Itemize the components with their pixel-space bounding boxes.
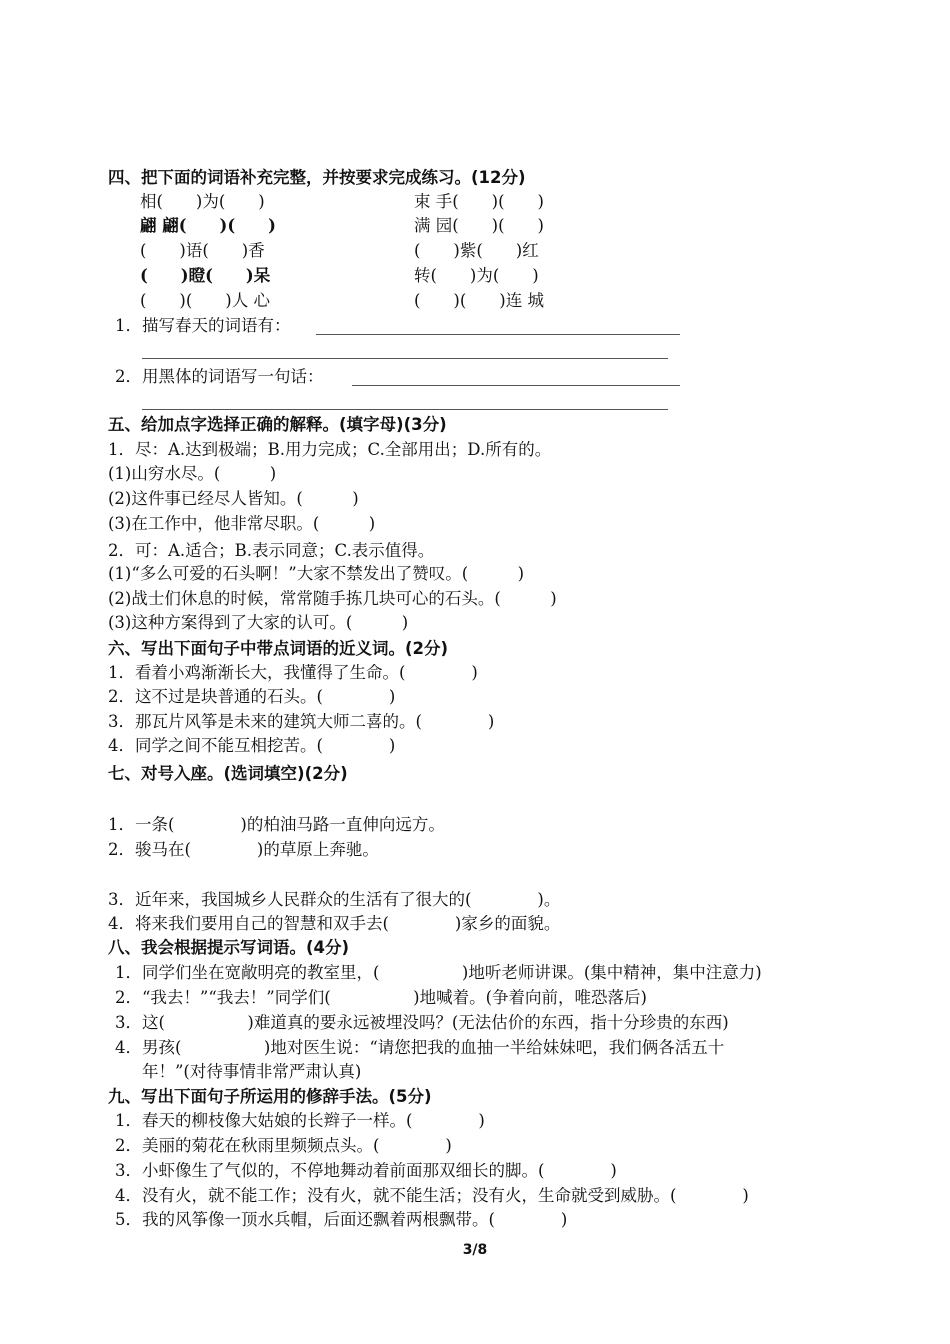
answer-line xyxy=(316,334,680,335)
section-9-heading: 九、写出下面句子所运用的修辞手法。(5分) xyxy=(108,1087,432,1106)
s5-line: (3)在工作中，他非常尽职。( ) xyxy=(108,514,376,533)
s7-line: 2．骏马在( )的草原上奔驰。 xyxy=(108,840,379,859)
page-number: 3/8 xyxy=(462,1242,488,1258)
section-4-heading: 四、把下面的词语补充完整，并按要求完成练习。(12分) xyxy=(108,168,526,187)
s8-line: 1．同学们坐在宽敞明亮的教室里，( )地听老师讲课。(集中精神，集中注意力) xyxy=(115,963,762,982)
s7-line: 4．将来我们要用自己的智慧和双手去( )家乡的面貌。 xyxy=(108,914,561,933)
answer-line xyxy=(352,385,680,386)
s5-line: (3)这种方案得到了大家的认可。( ) xyxy=(108,613,409,632)
s5-line: (2)战士们休息的时候，常常随手拣几块可心的石头。( ) xyxy=(108,589,557,608)
section-6-heading: 六、写出下面句子中带点词语的近义词。(2分) xyxy=(108,639,449,658)
s7-line: 3．近年来，我国城乡人民群众的生活有了很大的( )。 xyxy=(108,890,561,909)
s4-question-1: 1．描写春天的词语有： xyxy=(115,316,291,335)
s4-row5-left: ( )( )人 心 xyxy=(140,291,270,310)
s5-line: (1)“多么可爱的石头啊！”大家不禁发出了赞叹。( ) xyxy=(108,564,525,583)
s4-row4-left: ( )瞪( )呆 xyxy=(140,266,271,285)
s6-line: 1．看着小鸡渐渐长大，我懂得了生命。( ) xyxy=(108,663,478,682)
s5-line: (1)山穷水尽。( ) xyxy=(108,464,277,483)
s9-line: 3．小虾像生了气似的，不停地舞动着前面那双细长的脚。( ) xyxy=(115,1161,617,1180)
s4-row2-right: 满 园( )( ) xyxy=(414,216,544,235)
s4-row1-left: 相( )为( ) xyxy=(140,192,265,211)
s4-row4-right: 转( )为( ) xyxy=(414,266,539,285)
s4-row5-right: ( )( )连 城 xyxy=(414,291,544,310)
answer-line xyxy=(142,409,668,410)
s6-line: 2．这不过是块普通的石头。( ) xyxy=(108,687,396,706)
s4-row1-right: 束 手( )( ) xyxy=(414,192,544,211)
s9-line: 5．我的风筝像一顶水兵帽，后面还飘着两根飘带。( ) xyxy=(115,1210,568,1229)
s4-row3-right: ( )紫( )红 xyxy=(414,241,539,260)
s8-line: 3．这( )难道真的要永远被埋没吗？(无法估价的东西，指十分珍贵的东西) xyxy=(115,1013,729,1032)
s9-line: 4．没有火，就不能工作；没有火，就不能生活；没有火，生命就受到威胁。( ) xyxy=(115,1186,749,1205)
s4-question-2: 2．用黑体的词语写一句话： xyxy=(115,367,324,386)
s6-line: 3．那瓦片风筝是未来的建筑大师二喜的。( ) xyxy=(108,712,495,731)
s9-line: 2．美丽的菊花在秋雨里频频点头。( ) xyxy=(115,1136,452,1155)
s8-line: 4．男孩( )地对医生说：“请您把我的血抽一半给妹妹吧，我们俩各活五十 xyxy=(115,1038,725,1057)
s8-line: 年！”(对待事情非常严肃认真) xyxy=(142,1062,362,1081)
s6-line: 4．同学之间不能互相挖苦。( ) xyxy=(108,736,396,755)
s7-line: 1．一条( )的柏油马路一直伸向远方。 xyxy=(108,815,445,834)
s5-line: 1．尽：A.达到极端；B.用力完成；C.全部用出；D.所有的。 xyxy=(108,440,552,459)
s4-row3-left: ( )语( )香 xyxy=(140,241,265,260)
section-8-heading: 八、我会根据提示写词语。(4分) xyxy=(108,938,350,957)
section-7-heading: 七、对号入座。(选词填空)(2分) xyxy=(108,764,348,783)
section-5-heading: 五、给加点字选择正确的解释。(填字母)(3分) xyxy=(108,415,447,434)
s9-line: 1．春天的柳枝像大姑娘的长辫子一样。( ) xyxy=(115,1111,485,1130)
answer-line xyxy=(142,358,668,359)
s8-line: 2．“我去！”“我去！”同学们( )地喊着。(争着向前，唯恐落后) xyxy=(115,988,647,1007)
s4-row2-left: 翩 翩( )( ) xyxy=(140,216,276,235)
s5-line: (2)这件事已经尽人皆知。( ) xyxy=(108,489,359,508)
s5-line: 2．可：A.适合；B.表示同意；C.表示值得。 xyxy=(108,541,435,560)
